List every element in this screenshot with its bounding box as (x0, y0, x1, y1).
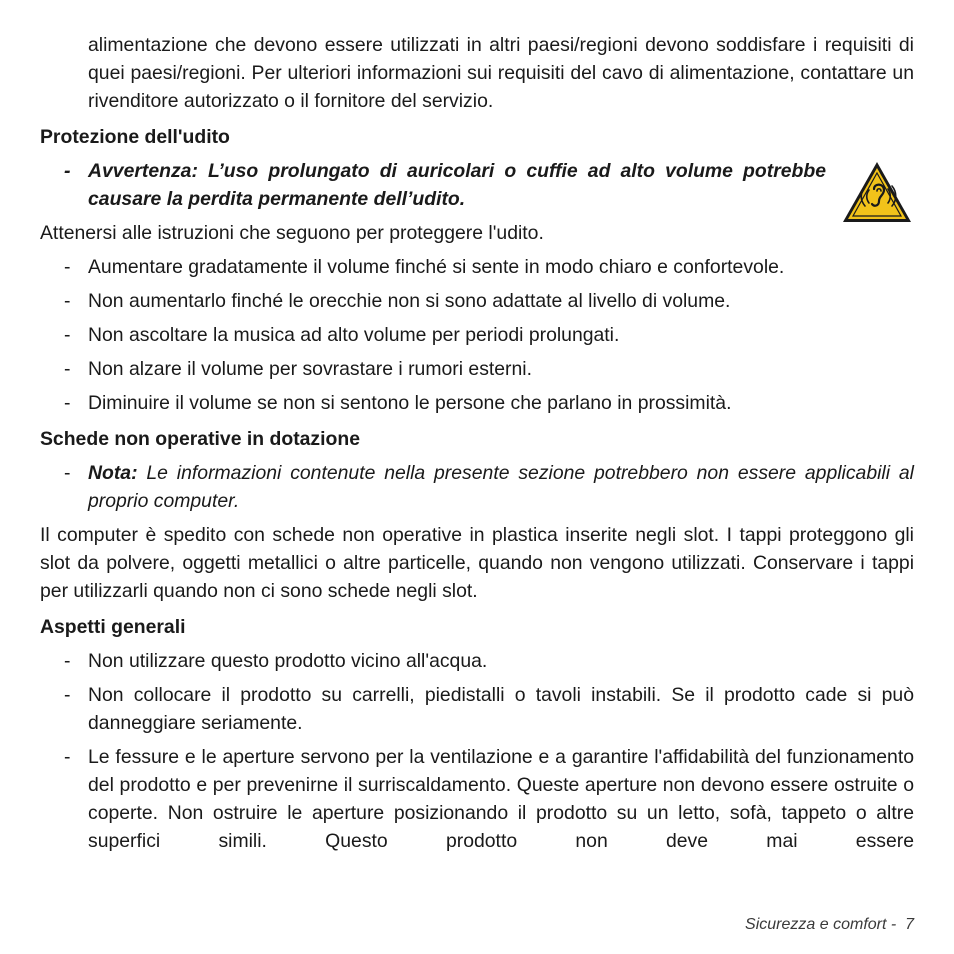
heading-general: Aspetti generali (40, 616, 186, 638)
hearing-warning (40, 157, 914, 213)
list-item: - Aumentare gradatamente il volume finché si sente in modo chiaro e confortevole. (64, 256, 785, 278)
page-footer (745, 916, 914, 934)
list-item: - Non utilizzare questo prodotto vicino all'acqua. (64, 650, 488, 672)
list-item: - Non collocare il prodotto su carrelli, piedistalli o tavoli instabili. Se il prodotto cade si può danneggiare seriamente. (64, 684, 914, 734)
page-number: 7 (905, 916, 914, 933)
list-item: - Non aumentarlo finché le orecchie non si sono adattate al livello di volume. (64, 290, 731, 312)
continuation-paragraph: alimentazione che devono essere utilizzati in altri paesi/regioni devono soddisfare i requisiti di quei paesi/regioni. Per ulteriori informazioni sui requisiti del cavo di alimentazione, contattare un rivenditore autorizzato o il fornitore del servizio. (88, 34, 914, 112)
hearing-warning-icon (840, 159, 914, 225)
note: - Nota: Le informazioni contenute nella presente sezione potrebbero non essere applicabili al proprio computer. (64, 462, 914, 512)
list-item: - Non ascoltare la musica ad alto volume per periodi prolungati. (64, 324, 620, 346)
dummy-cards-paragraph: Il computer è spedito con schede non operative in plastica inserite negli slot. I tappi proteggono gli slot da polvere, oggetti metallici o altre particelle, quando non vengono utilizzati. Conservare i tappi per utilizzarli quando non ci sono schede negli slot. (40, 524, 914, 602)
general-list (40, 647, 914, 855)
list-item: - Le fessure e le aperture servono per la ventilazione e a garantire l'affidabilità del funzionamento del prodotto e per prevenirne il surriscaldamento. Queste aperture non devono essere ostruite o coperte. Non ostruire le aperture posizionando il prodotto su un letto, sofà, tappeto o altre superfici simili. Questo prodotto non deve mai essere (64, 746, 914, 852)
hearing-list (40, 253, 914, 417)
heading-hearing-protection: Protezione dell'udito (40, 126, 230, 148)
heading-dummy-cards: Schede non operative in dotazione (40, 428, 360, 450)
list-item: - Non alzare il volume per sovrastare i rumori esterni. (64, 358, 532, 380)
note-label: Nota: (88, 462, 138, 484)
footer-section: Sicurezza e comfort - (745, 916, 897, 933)
warning-text: - Avvertenza: L’uso prolungato di auricolari o cuffie ad alto volume potrebbe causare la perdita permanente dell’udito. (64, 160, 826, 210)
hearing-intro: Attenersi alle istruzioni che seguono per proteggere l'udito. (40, 222, 544, 244)
note-text: Le informazioni contenute nella presente sezione potrebbero non essere applicabili al proprio computer. (88, 462, 914, 512)
page-body (40, 31, 914, 861)
list-item: - Diminuire il volume se non si sentono le persone che parlano in prossimità. (64, 392, 732, 414)
